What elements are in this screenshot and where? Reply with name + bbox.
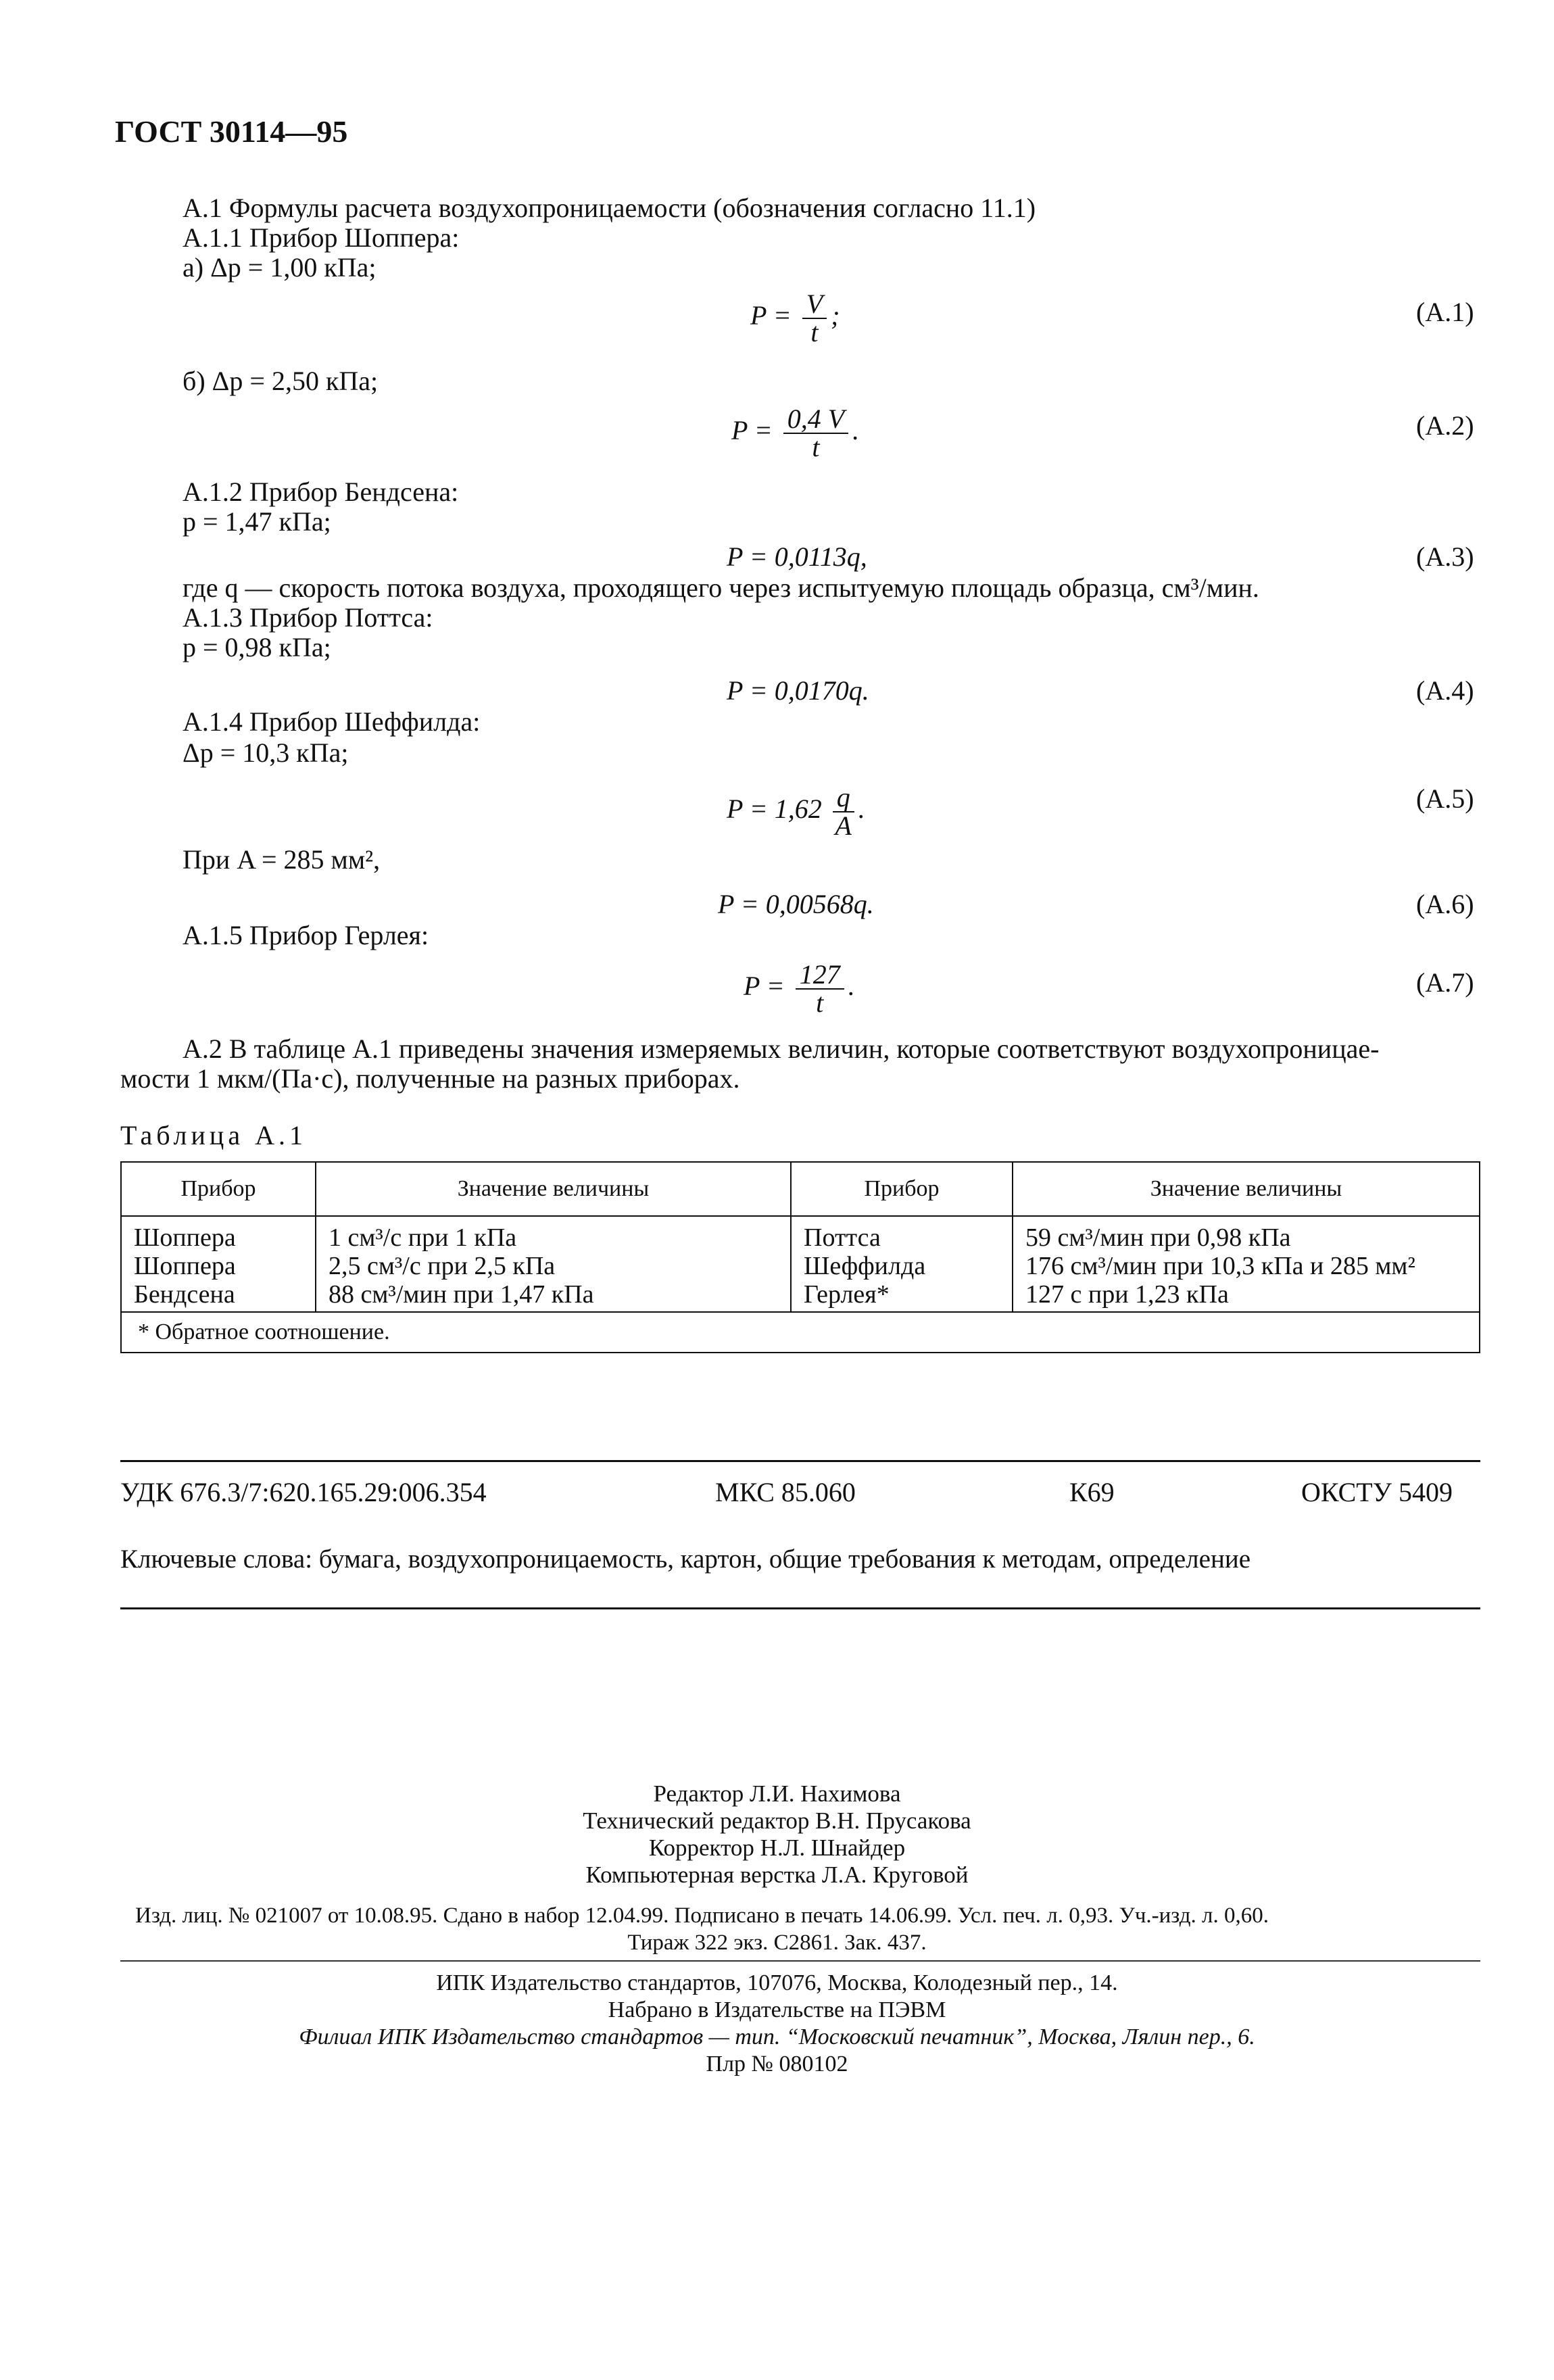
document-header: ГОСТ 30114—95 [115, 114, 348, 149]
table-footnote: * Обратное соотношение. [121, 1312, 1480, 1353]
formula-a2 [731, 406, 859, 461]
formula-a7-denominator: t [816, 988, 824, 1018]
keywords: Ключевые слова: бумага, воздухопроницаемость, картон, общие требования к методам, определение [120, 1545, 1251, 1574]
section-a13-title: А.1.3 Прибор Поттса: [183, 602, 433, 633]
formula-a5-lhs: P = 1,62 [727, 794, 822, 825]
formula-a5-fraction [833, 784, 854, 840]
formula-a5-tail: . [858, 794, 865, 825]
condition-a12: p = 1,47 кПа; [183, 506, 331, 537]
table-cell-right-values: 59 см³/мин при 0,98 кПа 176 см³/мин при 10,3 кПа и 285 мм² 127 с при 1,23 кПа [1013, 1216, 1480, 1312]
mks-code: МКС 85.060 [715, 1477, 856, 1507]
publisher-block [0, 1970, 1554, 2078]
section-a11-title: А.1.1 Прибор Шоппера: [183, 222, 460, 253]
formula-a2-denominator: t [812, 432, 820, 462]
formula-a1 [750, 291, 840, 346]
credit-tech-editor: Технический редактор В.Н. Прусакова [583, 1807, 971, 1834]
publisher-line3: Филиал ИПК Издательство стандартов — тип. “Московский печатник”, Москва, Лялин пер., 6. [299, 2024, 1255, 2049]
formula-a2-lhs: P = [731, 415, 773, 446]
credits-block [0, 1780, 1554, 1889]
equation-number-a7: (А.7) [1416, 967, 1474, 998]
condition-a14-area: При A = 285 мм², [183, 844, 381, 875]
equation-number-a4: (А.4) [1416, 675, 1474, 706]
table-header-device-right: Прибор [791, 1162, 1013, 1216]
formula-a5-numerator: q [833, 784, 854, 812]
formula-a7-fraction [796, 961, 844, 1017]
section-a2-line1: А.2 В таблице А.1 приведены значения измеряемых величин, которые соответствуют воздухопроницае- [183, 1034, 1380, 1064]
table-body-row [121, 1216, 1480, 1312]
table-header-value-left: Значение величины [316, 1162, 791, 1216]
table-note-row [121, 1312, 1480, 1353]
equation-number-a6: (А.6) [1416, 889, 1474, 919]
formula-a2-fraction [783, 406, 848, 461]
okstu-code: ОКСТУ 5409 [1301, 1477, 1453, 1507]
section-a1-title: А.1 Формулы расчета воздухопроницаемости (обозначения согласно 11.1) [183, 193, 1036, 223]
table-header-value-right: Значение величины [1013, 1162, 1480, 1216]
formula-a5 [727, 784, 865, 840]
equation-number-a5: (А.5) [1416, 783, 1474, 814]
section-a14-title: А.1.4 Прибор Шеффилда: [183, 706, 481, 737]
publisher-line4: Плр № 080102 [706, 2051, 848, 2077]
table-cell-left-devices: Шоппера Шоппера Бендсена [121, 1216, 316, 1312]
k-code: К69 [1069, 1477, 1115, 1507]
equation-number-a3: (А.3) [1416, 541, 1474, 572]
credit-editor: Редактор Л.И. Нахимова [653, 1780, 901, 1807]
formula-a1-denominator: t [810, 317, 819, 347]
udk-code: УДК 676.3/7:620.165.29:006.354 [120, 1477, 487, 1507]
table-header-device-left: Прибор [121, 1162, 316, 1216]
condition-a11b: б) Δp = 2,50 кПа; [183, 366, 379, 396]
formula-a7-tail: . [848, 971, 855, 1002]
imprint-line2: Тираж 322 экз. С2861. Зак. 437. [627, 1930, 927, 1955]
divider-imprint [120, 1960, 1480, 1962]
divider-top [120, 1460, 1480, 1462]
section-a2-line2: мости 1 мкм/(Па·с), полученные на разных приборах. [120, 1063, 740, 1094]
formula-a7-numerator: 127 [796, 961, 844, 990]
section-a15-title: А.1.5 Прибор Герлея: [183, 920, 429, 950]
formula-a3: P = 0,0113q, [727, 541, 867, 572]
table-header-row [121, 1162, 1480, 1216]
equation-number-a2: (А.2) [1416, 410, 1474, 441]
imprint-line1: Изд. лиц. № 021007 от 10.08.95. Сдано в набор 12.04.99. Подписано в печать 14.06.99. Усл. печ. л. 0,93. Уч.-изд. л. 0,60. [135, 1903, 1269, 1928]
equation-number-a1: (А.1) [1416, 297, 1474, 327]
where-clause: где q — скорость потока воздуха, проходящего через испытуемую площадь образца, см³/мин. [183, 573, 1259, 603]
divider-keywords [120, 1607, 1480, 1609]
condition-a14: Δp = 10,3 кПа; [183, 737, 349, 768]
table-a1 [120, 1161, 1480, 1353]
credit-layout: Компьютерная верстка Л.А. Круговой [585, 1862, 969, 1888]
publisher-line1: ИПК Издательство стандартов, 107076, Москва, Колодезный пер., 14. [436, 1970, 1118, 1995]
formula-a7 [744, 961, 855, 1017]
table-cell-right-devices: Поттса Шеффилда Герлея* [791, 1216, 1013, 1312]
formula-a4: P = 0,0170q. [727, 675, 869, 706]
condition-a11a: а) Δp = 1,00 кПа; [183, 252, 377, 283]
condition-a13: p = 0,98 кПа; [183, 632, 331, 662]
formula-a2-numerator: 0,4 V [783, 406, 848, 434]
formula-a1-tail: ; [831, 300, 840, 331]
credit-corrector: Корректор Н.Л. Шнайдер [648, 1835, 906, 1861]
formula-a1-numerator: V [802, 291, 827, 319]
formula-a1-fraction [802, 291, 827, 346]
formula-a1-lhs: P = [750, 300, 792, 331]
formula-a5-denominator: A [835, 810, 852, 841]
table-cell-left-values: 1 см³/с при 1 кПа 2,5 см³/с при 2,5 кПа 88 см³/мин при 1,47 кПа [316, 1216, 791, 1312]
formula-a2-tail: . [852, 415, 860, 446]
section-a12-title: А.1.2 Прибор Бендсена: [183, 477, 459, 507]
table-caption: Таблица А.1 [120, 1120, 307, 1150]
formula-a6: P = 0,00568q. [718, 889, 874, 919]
formula-a7-lhs: P = [744, 971, 785, 1002]
publisher-line2: Набрано в Издательстве на ПЭВМ [608, 1997, 946, 2022]
